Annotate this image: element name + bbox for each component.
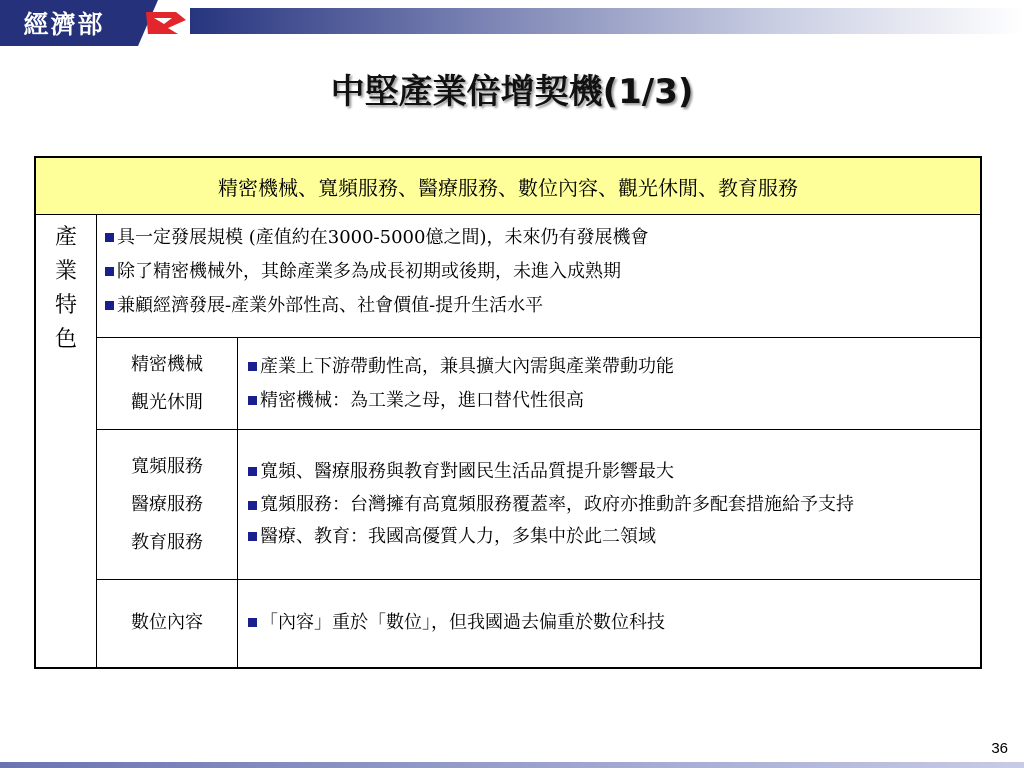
- side-label-char: 色: [54, 327, 77, 352]
- bullet-text: 醫療、教育：我國高優質人力，多集中於此二領域: [260, 526, 656, 547]
- side-label-char: 特: [54, 293, 77, 318]
- square-bullet-icon: [105, 267, 114, 276]
- row-label-broadband-medical-education: [97, 430, 238, 580]
- bullet-text: 產業上下游帶動性高，兼具擴大內需與產業帶動功能: [260, 355, 674, 377]
- ministry-logo: [0, 0, 128, 46]
- table-row: [35, 430, 981, 580]
- square-bullet-icon: [105, 233, 114, 242]
- list-item: [248, 350, 972, 384]
- list-item: [248, 384, 972, 418]
- row-label-text: 數位內容: [131, 612, 203, 634]
- square-bullet-icon: [248, 532, 257, 541]
- square-bullet-icon: [105, 301, 114, 310]
- list-item: [248, 606, 972, 640]
- table-row: [35, 338, 981, 430]
- row-label-text: 觀光休閒: [131, 391, 203, 413]
- list-item: [105, 255, 972, 289]
- header-gradient-bar: [190, 8, 1024, 34]
- footer-bar: [0, 762, 1024, 768]
- bullet-text: 兼顧經濟發展-產業外部性高、社會價值-提升生活水平: [117, 295, 544, 316]
- slide-title: [0, 64, 1024, 113]
- bullet-text: 寬頻服務：台灣擁有高寬頻服務覆蓋率，政府亦推動許多配套措施給予支持: [260, 494, 854, 515]
- side-label-industry-features: [35, 215, 97, 668]
- row-label-text: 寬頻服務: [131, 455, 203, 477]
- industry-table: [34, 156, 982, 669]
- square-bullet-icon: [248, 618, 257, 627]
- list-item: [248, 520, 972, 554]
- square-bullet-icon: [248, 396, 257, 405]
- title-page-indicator: (1/3): [602, 72, 694, 112]
- list-item: [105, 289, 972, 323]
- row-label-digital-content: [97, 580, 238, 668]
- list-item: [105, 221, 972, 255]
- side-label-char: 產: [54, 225, 77, 250]
- row-bullets: [238, 580, 982, 668]
- table-row: [35, 580, 981, 668]
- ministry-emblem-icon: [128, 0, 190, 50]
- square-bullet-icon: [248, 362, 257, 371]
- bullet-text: 除了精密機械外，其餘產業多為成長初期或後期，未進入成熟期: [117, 261, 621, 282]
- row-label-text: 醫療服務: [131, 493, 203, 515]
- row-label-precision-tourism: [97, 338, 238, 430]
- bullet-text: 精密機械：為工業之母，進口替代性很高: [260, 389, 584, 411]
- row-label-text: 教育服務: [131, 531, 203, 553]
- bullet-text: 「內容」重於「數位」，但我國過去偏重於數位科技: [260, 612, 665, 634]
- logo-text: 經濟部: [23, 10, 105, 39]
- title-text: 中堅產業倍增契機: [330, 72, 603, 112]
- page-number: 36: [991, 740, 1008, 757]
- row-bullets: [238, 430, 982, 580]
- list-item: [248, 489, 972, 520]
- list-item: [248, 455, 972, 489]
- row-bullets: [238, 338, 982, 430]
- side-label-char: 業: [54, 259, 77, 284]
- square-bullet-icon: [248, 467, 257, 476]
- bullet-text: 具一定發展規模 (產值約在3000-5000億之間)，未來仍有發展機會: [117, 227, 649, 248]
- table-header: 精密機械、寬頻服務、醫療服務、數位內容、觀光休閒、教育服務: [35, 157, 981, 215]
- row-label-text: 精密機械: [131, 353, 203, 375]
- bullet-text: 寬頻、醫療服務與教育對國民生活品質提升影響最大: [260, 461, 674, 482]
- square-bullet-icon: [248, 501, 257, 510]
- general-features: [97, 215, 982, 338]
